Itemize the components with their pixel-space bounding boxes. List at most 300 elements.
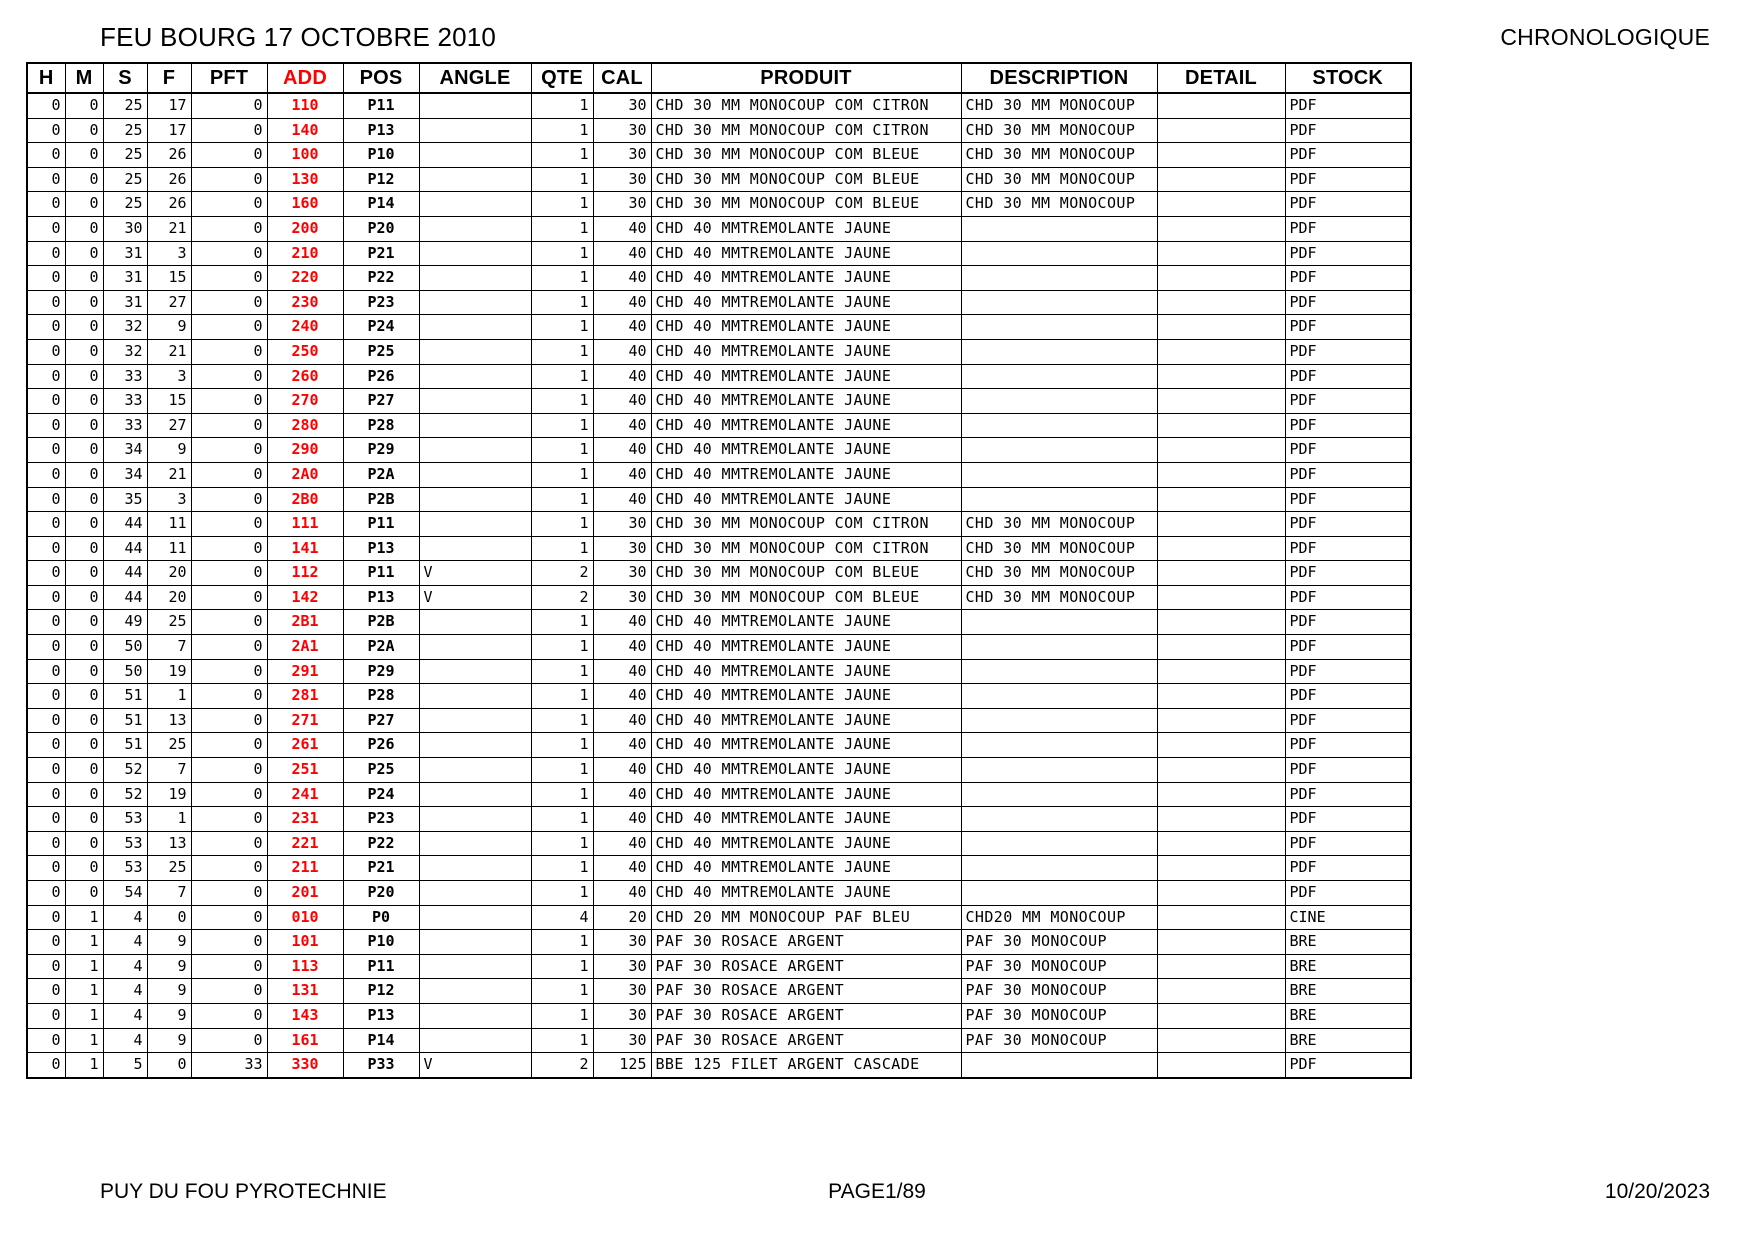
table-body <box>27 93 1411 1078</box>
cell-produit: PAF 30 ROSACE ARGENT <box>651 930 961 955</box>
table-row[interactable] <box>27 487 1411 512</box>
cell-pft: 0 <box>191 856 267 881</box>
cell-angle <box>419 881 531 906</box>
cell-pft: 0 <box>191 266 267 291</box>
cell-description <box>961 1053 1157 1078</box>
cell-angle <box>419 167 531 192</box>
table-row[interactable] <box>27 585 1411 610</box>
table-row[interactable] <box>27 93 1411 118</box>
cell-f: 9 <box>147 1028 191 1053</box>
cell-detail <box>1157 315 1285 340</box>
cell-detail <box>1157 364 1285 389</box>
cell-pos: P10 <box>343 143 419 168</box>
cell-qte: 1 <box>531 831 593 856</box>
column-header-produit[interactable]: PRODUIT <box>651 63 961 93</box>
table-row[interactable] <box>27 856 1411 881</box>
cell-f: 20 <box>147 561 191 586</box>
cell-description <box>961 487 1157 512</box>
cell-pos: P24 <box>343 315 419 340</box>
cell-description <box>961 758 1157 783</box>
cell-description <box>961 659 1157 684</box>
cell-m: 0 <box>65 536 103 561</box>
table-row[interactable] <box>27 733 1411 758</box>
cell-s: 33 <box>103 389 147 414</box>
table-row[interactable] <box>27 905 1411 930</box>
firing-script-table <box>26 62 1412 1079</box>
cell-angle <box>419 758 531 783</box>
cell-h: 0 <box>27 364 65 389</box>
column-header-h[interactable]: H <box>27 63 65 93</box>
cell-add: 251 <box>267 758 343 783</box>
table-row[interactable] <box>27 807 1411 832</box>
cell-m: 0 <box>65 733 103 758</box>
table-row[interactable] <box>27 954 1411 979</box>
cell-description <box>961 266 1157 291</box>
cell-h: 0 <box>27 118 65 143</box>
cell-angle <box>419 339 531 364</box>
cell-f: 21 <box>147 462 191 487</box>
cell-s: 33 <box>103 364 147 389</box>
table-row[interactable] <box>27 389 1411 414</box>
cell-stock: PDF <box>1285 782 1411 807</box>
cell-detail <box>1157 708 1285 733</box>
table-row[interactable] <box>27 1053 1411 1078</box>
cell-detail <box>1157 905 1285 930</box>
cell-pft: 0 <box>191 512 267 537</box>
page-title: FEU BOURG 17 OCTOBRE 2010 <box>100 22 497 52</box>
cell-s: 50 <box>103 659 147 684</box>
cell-add: 221 <box>267 831 343 856</box>
cell-add: 111 <box>267 512 343 537</box>
cell-add: 261 <box>267 733 343 758</box>
cell-add: 140 <box>267 118 343 143</box>
cell-detail <box>1157 1028 1285 1053</box>
table-row[interactable] <box>27 266 1411 291</box>
cell-stock: PDF <box>1285 881 1411 906</box>
cell-angle <box>419 635 531 660</box>
cell-s: 32 <box>103 339 147 364</box>
cell-detail <box>1157 389 1285 414</box>
table-row[interactable] <box>27 290 1411 315</box>
cell-cal: 40 <box>593 708 651 733</box>
cell-description <box>961 462 1157 487</box>
cell-pos: P12 <box>343 979 419 1004</box>
cell-qte: 1 <box>531 192 593 217</box>
cell-m: 1 <box>65 1028 103 1053</box>
cell-produit: CHD 40 MMTREMOLANTE JAUNE <box>651 216 961 241</box>
cell-qte: 1 <box>531 954 593 979</box>
cell-qte: 1 <box>531 635 593 660</box>
cell-m: 0 <box>65 782 103 807</box>
cell-add: 210 <box>267 241 343 266</box>
cell-cal: 30 <box>593 954 651 979</box>
cell-cal: 40 <box>593 290 651 315</box>
cell-add: 110 <box>267 93 343 118</box>
cell-description <box>961 216 1157 241</box>
table-row[interactable] <box>27 241 1411 266</box>
cell-qte: 2 <box>531 1053 593 1078</box>
cell-produit: CHD 40 MMTREMOLANTE JAUNE <box>651 831 961 856</box>
cell-description <box>961 708 1157 733</box>
cell-s: 34 <box>103 462 147 487</box>
cell-pft: 0 <box>191 758 267 783</box>
cell-h: 0 <box>27 438 65 463</box>
cell-s: 44 <box>103 536 147 561</box>
table-row[interactable] <box>27 216 1411 241</box>
cell-add: 241 <box>267 782 343 807</box>
cell-m: 0 <box>65 216 103 241</box>
cell-qte: 1 <box>531 1028 593 1053</box>
cell-pft: 0 <box>191 364 267 389</box>
cell-pos: P26 <box>343 364 419 389</box>
cell-pft: 0 <box>191 93 267 118</box>
cell-angle <box>419 782 531 807</box>
cell-produit: CHD 30 MM MONOCOUP COM CITRON <box>651 536 961 561</box>
cell-s: 31 <box>103 266 147 291</box>
cell-cal: 30 <box>593 118 651 143</box>
cell-add: 200 <box>267 216 343 241</box>
cell-pft: 0 <box>191 905 267 930</box>
cell-pft: 0 <box>191 881 267 906</box>
cell-stock: PDF <box>1285 807 1411 832</box>
cell-produit: CHD 40 MMTREMOLANTE JAUNE <box>651 339 961 364</box>
cell-f: 0 <box>147 1053 191 1078</box>
cell-f: 27 <box>147 413 191 438</box>
cell-add: 142 <box>267 585 343 610</box>
cell-pft: 0 <box>191 389 267 414</box>
cell-angle <box>419 266 531 291</box>
cell-f: 19 <box>147 782 191 807</box>
cell-pft: 0 <box>191 216 267 241</box>
cell-stock: PDF <box>1285 1053 1411 1078</box>
cell-m: 0 <box>65 364 103 389</box>
cell-f: 9 <box>147 1003 191 1028</box>
cell-description: CHD 30 MM MONOCOUP <box>961 585 1157 610</box>
cell-qte: 1 <box>531 389 593 414</box>
cell-angle <box>419 1028 531 1053</box>
cell-m: 0 <box>65 561 103 586</box>
cell-angle <box>419 389 531 414</box>
cell-s: 4 <box>103 1003 147 1028</box>
column-header-cal[interactable]: CAL <box>593 63 651 93</box>
cell-h: 0 <box>27 315 65 340</box>
cell-pft: 0 <box>191 807 267 832</box>
cell-produit: CHD 40 MMTREMOLANTE JAUNE <box>651 315 961 340</box>
column-header-m[interactable]: M <box>65 63 103 93</box>
table-row[interactable] <box>27 708 1411 733</box>
cell-description: CHD 30 MM MONOCOUP <box>961 536 1157 561</box>
cell-description: CHD 30 MM MONOCOUP <box>961 93 1157 118</box>
cell-pft: 0 <box>191 954 267 979</box>
cell-add: 260 <box>267 364 343 389</box>
cell-f: 9 <box>147 954 191 979</box>
table-row[interactable] <box>27 143 1411 168</box>
cell-pos: P27 <box>343 708 419 733</box>
cell-produit: BBE 125 FILET ARGENT CASCADE <box>651 1053 961 1078</box>
cell-pft: 0 <box>191 143 267 168</box>
cell-pft: 0 <box>191 831 267 856</box>
cell-produit: CHD 40 MMTREMOLANTE JAUNE <box>651 610 961 635</box>
cell-stock: PDF <box>1285 708 1411 733</box>
cell-f: 9 <box>147 930 191 955</box>
cell-m: 0 <box>65 635 103 660</box>
table-row[interactable] <box>27 167 1411 192</box>
cell-m: 1 <box>65 1003 103 1028</box>
cell-pft: 0 <box>191 192 267 217</box>
column-header-detail[interactable]: DETAIL <box>1157 63 1285 93</box>
table-row[interactable] <box>27 635 1411 660</box>
cell-h: 0 <box>27 930 65 955</box>
cell-produit: CHD 40 MMTREMOLANTE JAUNE <box>651 413 961 438</box>
cell-qte: 1 <box>531 364 593 389</box>
cell-description: CHD 30 MM MONOCOUP <box>961 118 1157 143</box>
cell-h: 0 <box>27 512 65 537</box>
column-header-f[interactable]: F <box>147 63 191 93</box>
cell-m: 0 <box>65 167 103 192</box>
cell-pft: 0 <box>191 561 267 586</box>
cell-detail <box>1157 954 1285 979</box>
cell-s: 4 <box>103 930 147 955</box>
table-row[interactable] <box>27 364 1411 389</box>
cell-pos: P25 <box>343 339 419 364</box>
cell-h: 0 <box>27 192 65 217</box>
cell-h: 0 <box>27 954 65 979</box>
cell-s: 4 <box>103 1028 147 1053</box>
cell-f: 3 <box>147 364 191 389</box>
cell-f: 26 <box>147 167 191 192</box>
cell-pos: P33 <box>343 1053 419 1078</box>
cell-f: 13 <box>147 831 191 856</box>
cell-pos: P13 <box>343 1003 419 1028</box>
cell-s: 53 <box>103 856 147 881</box>
footer-page-number: PAGE1/89 <box>828 1180 926 1203</box>
column-header-s[interactable]: S <box>103 63 147 93</box>
cell-s: 52 <box>103 758 147 783</box>
cell-description: PAF 30 MONOCOUP <box>961 979 1157 1004</box>
cell-stock: PDF <box>1285 438 1411 463</box>
table-row[interactable] <box>27 930 1411 955</box>
cell-description <box>961 831 1157 856</box>
cell-s: 51 <box>103 708 147 733</box>
table-row[interactable] <box>27 881 1411 906</box>
cell-qte: 1 <box>531 462 593 487</box>
table-row[interactable] <box>27 659 1411 684</box>
cell-f: 26 <box>147 192 191 217</box>
cell-f: 26 <box>147 143 191 168</box>
cell-pft: 0 <box>191 413 267 438</box>
cell-h: 0 <box>27 487 65 512</box>
table-row[interactable] <box>27 339 1411 364</box>
column-header-pft[interactable]: PFT <box>191 63 267 93</box>
cell-h: 0 <box>27 462 65 487</box>
cell-qte: 1 <box>531 536 593 561</box>
cell-angle <box>419 659 531 684</box>
cell-stock: PDF <box>1285 462 1411 487</box>
table-row[interactable] <box>27 512 1411 537</box>
cell-cal: 40 <box>593 438 651 463</box>
cell-pft: 0 <box>191 1028 267 1053</box>
cell-s: 25 <box>103 93 147 118</box>
cell-f: 21 <box>147 339 191 364</box>
cell-m: 1 <box>65 930 103 955</box>
cell-description <box>961 290 1157 315</box>
cell-pos: P29 <box>343 659 419 684</box>
table-row[interactable] <box>27 413 1411 438</box>
cell-h: 0 <box>27 856 65 881</box>
cell-qte: 1 <box>531 93 593 118</box>
cell-s: 31 <box>103 290 147 315</box>
cell-pft: 0 <box>191 659 267 684</box>
table-row[interactable] <box>27 561 1411 586</box>
cell-description: CHD 30 MM MONOCOUP <box>961 512 1157 537</box>
cell-h: 0 <box>27 708 65 733</box>
cell-pos: P20 <box>343 881 419 906</box>
cell-m: 0 <box>65 339 103 364</box>
cell-s: 31 <box>103 241 147 266</box>
cell-f: 11 <box>147 512 191 537</box>
cell-m: 0 <box>65 659 103 684</box>
cell-pft: 0 <box>191 1003 267 1028</box>
cell-m: 1 <box>65 1053 103 1078</box>
cell-f: 17 <box>147 118 191 143</box>
cell-pft: 0 <box>191 733 267 758</box>
cell-description <box>961 733 1157 758</box>
cell-qte: 1 <box>531 143 593 168</box>
cell-add: 112 <box>267 561 343 586</box>
cell-m: 0 <box>65 118 103 143</box>
cell-pft: 0 <box>191 241 267 266</box>
cell-pos: P23 <box>343 290 419 315</box>
cell-cal: 30 <box>593 192 651 217</box>
table-row[interactable] <box>27 979 1411 1004</box>
cell-description <box>961 241 1157 266</box>
cell-produit: CHD 40 MMTREMOLANTE JAUNE <box>651 364 961 389</box>
cell-f: 1 <box>147 807 191 832</box>
cell-s: 32 <box>103 315 147 340</box>
table-row[interactable] <box>27 192 1411 217</box>
cell-angle <box>419 905 531 930</box>
cell-angle: V <box>419 1053 531 1078</box>
table-row[interactable] <box>27 118 1411 143</box>
cell-cal: 30 <box>593 1028 651 1053</box>
cell-pft: 0 <box>191 118 267 143</box>
cell-pos: P10 <box>343 930 419 955</box>
cell-stock: PDF <box>1285 536 1411 561</box>
cell-produit: CHD 30 MM MONOCOUP COM BLEUE <box>651 167 961 192</box>
cell-f: 25 <box>147 610 191 635</box>
cell-pft: 0 <box>191 339 267 364</box>
cell-angle <box>419 856 531 881</box>
cell-pos: P13 <box>343 118 419 143</box>
cell-detail <box>1157 856 1285 881</box>
cell-h: 0 <box>27 659 65 684</box>
cell-angle <box>419 831 531 856</box>
table-row[interactable] <box>27 831 1411 856</box>
cell-cal: 40 <box>593 782 651 807</box>
table-row[interactable] <box>27 610 1411 635</box>
cell-add: 270 <box>267 389 343 414</box>
column-header-stock[interactable]: STOCK <box>1285 63 1411 93</box>
cell-s: 44 <box>103 585 147 610</box>
cell-pos: P23 <box>343 807 419 832</box>
cell-stock: BRE <box>1285 979 1411 1004</box>
cell-m: 0 <box>65 512 103 537</box>
table-row[interactable] <box>27 462 1411 487</box>
table-row[interactable] <box>27 536 1411 561</box>
cell-pft: 0 <box>191 635 267 660</box>
table-row[interactable] <box>27 684 1411 709</box>
cell-f: 3 <box>147 487 191 512</box>
cell-detail <box>1157 1003 1285 1028</box>
cell-qte: 1 <box>531 167 593 192</box>
cell-qte: 1 <box>531 118 593 143</box>
cell-cal: 40 <box>593 389 651 414</box>
cell-pft: 0 <box>191 487 267 512</box>
table-row[interactable] <box>27 1003 1411 1028</box>
cell-s: 52 <box>103 782 147 807</box>
cell-s: 4 <box>103 954 147 979</box>
cell-h: 0 <box>27 807 65 832</box>
cell-h: 0 <box>27 561 65 586</box>
cell-pft: 0 <box>191 979 267 1004</box>
cell-f: 17 <box>147 93 191 118</box>
cell-stock: PDF <box>1285 512 1411 537</box>
cell-f: 7 <box>147 635 191 660</box>
cell-angle <box>419 708 531 733</box>
cell-detail <box>1157 733 1285 758</box>
cell-m: 0 <box>65 413 103 438</box>
table-row[interactable] <box>27 758 1411 783</box>
cell-h: 0 <box>27 143 65 168</box>
cell-qte: 1 <box>531 610 593 635</box>
cell-produit: CHD 40 MMTREMOLANTE JAUNE <box>651 708 961 733</box>
cell-stock: BRE <box>1285 1003 1411 1028</box>
column-header-description[interactable]: DESCRIPTION <box>961 63 1157 93</box>
cell-h: 0 <box>27 339 65 364</box>
cell-s: 33 <box>103 413 147 438</box>
cell-detail <box>1157 979 1285 1004</box>
column-header-qte[interactable]: QTE <box>531 63 593 93</box>
cell-cal: 30 <box>593 979 651 1004</box>
cell-m: 0 <box>65 881 103 906</box>
cell-stock: BRE <box>1285 930 1411 955</box>
table-row[interactable] <box>27 782 1411 807</box>
cell-f: 21 <box>147 216 191 241</box>
cell-description: PAF 30 MONOCOUP <box>961 930 1157 955</box>
cell-pos: P21 <box>343 241 419 266</box>
cell-h: 0 <box>27 585 65 610</box>
table-row[interactable] <box>27 315 1411 340</box>
cell-add: 101 <box>267 930 343 955</box>
cell-description: PAF 30 MONOCOUP <box>961 954 1157 979</box>
column-header-add[interactable]: ADD <box>267 63 343 93</box>
cell-angle <box>419 462 531 487</box>
cell-h: 0 <box>27 413 65 438</box>
cell-add: 161 <box>267 1028 343 1053</box>
cell-h: 0 <box>27 635 65 660</box>
table-row[interactable] <box>27 1028 1411 1053</box>
table-row[interactable] <box>27 438 1411 463</box>
cell-h: 0 <box>27 389 65 414</box>
cell-s: 54 <box>103 881 147 906</box>
cell-stock: PDF <box>1285 241 1411 266</box>
cell-pos: P13 <box>343 585 419 610</box>
cell-h: 0 <box>27 167 65 192</box>
cell-add: 2A0 <box>267 462 343 487</box>
column-header-pos[interactable]: POS <box>343 63 419 93</box>
column-header-angle[interactable]: ANGLE <box>419 63 531 93</box>
cell-stock: PDF <box>1285 487 1411 512</box>
